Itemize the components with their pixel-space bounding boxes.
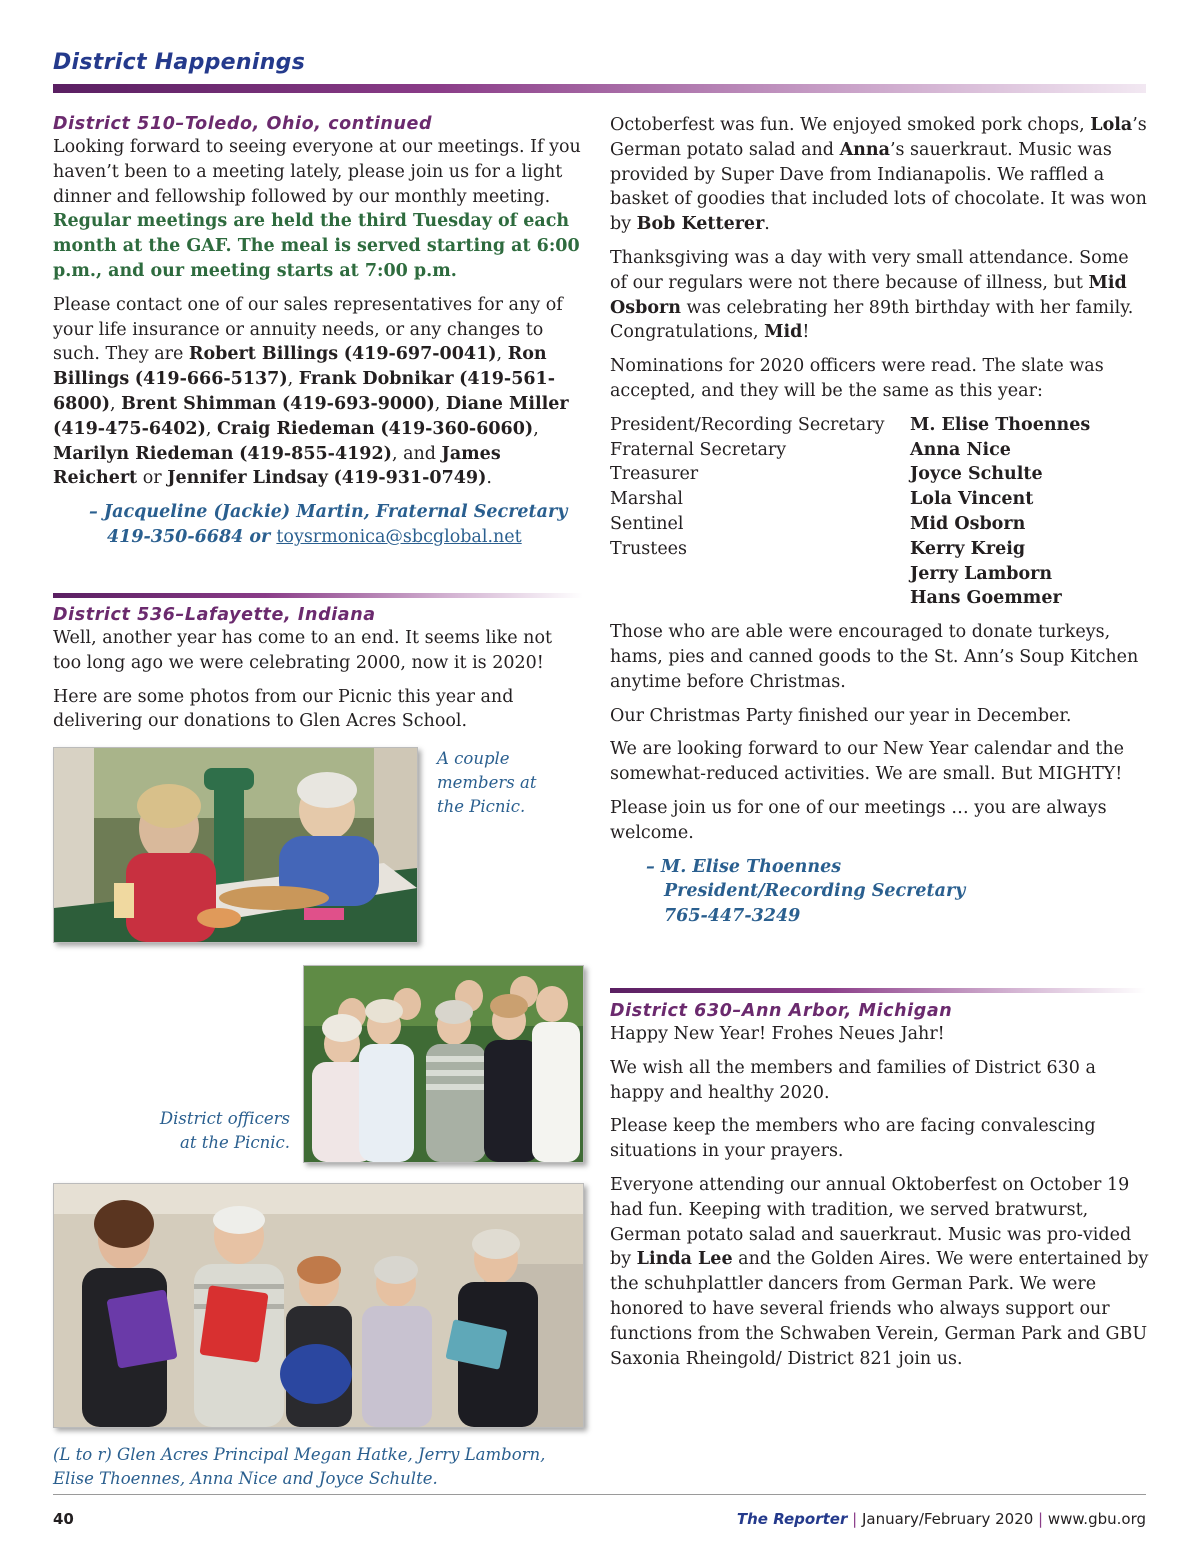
website: www.gbu.org — [1047, 1510, 1146, 1528]
officer-role: Treasurer — [610, 464, 699, 485]
district-536-heading: District 536–Lafayette, Indiana — [53, 605, 376, 625]
christmas-paragraph: Our Christmas Party finished our year in December. — [610, 705, 1072, 726]
district-officers-photo — [303, 965, 584, 1163]
page-number: 40 — [53, 1510, 74, 1528]
glen-acres-photo — [53, 1183, 584, 1428]
officer-name: Joyce Schulte — [910, 464, 1043, 485]
officer-role: Sentinel — [610, 513, 684, 534]
footer-divider — [53, 1494, 1146, 1495]
district-510-paragraph-2: Please contact one of our sales representatives for any of your life insurance or annuity needs, or any changes to such. They are Robert Billings (419-697-0041), Ron Billings (419-666-5137), Frank Dobnikar (419-561-6800), Brent Shimman (419-693-9000), Diane Miller (419-475-6402), Craig Riedeman (419-360-6060), Marilyn Riedeman (419-855-4192), and James Reichert or Jennifer Lindsay (419-931-0749). — [53, 294, 569, 489]
oktoberfest-paragraph: Octoberfest was fun. We enjoyed smoked pork chops, Lola’s German potato salad and Anna’s sauerkraut. Music was provided by Super Dave from Indianapolis. We raffled a basket of goodies that included lots of chocolate. It was won by Bob Ketterer. — [610, 115, 1147, 235]
officer-row — [610, 512, 1090, 537]
officer-name: Jerry Lamborn — [910, 563, 1053, 584]
officers-table — [610, 413, 1090, 611]
nominations-paragraph: Nominations for 2020 officers were read. The slate was accepted, and they will be the same as this year: — [610, 356, 1104, 401]
district-536-paragraph-1: Well, another year has come to an end. It seems like not too long ago we were celebrating 2000, now it is 2020! — [53, 628, 553, 673]
district-510-paragraph-1: Looking forward to seeing everyone at our meetings. If you haven’t been to a meeting lately, please join us for a light dinner and fellowship followed by our monthly meeting. Regular meetings are held the third Tuesday of each month at the GAF. The meal is served starting at 6:00 p.m., and our meeting starts at 7:00 p.m. — [53, 137, 581, 281]
district-630-section — [610, 1000, 1150, 1380]
officer-row — [610, 438, 1090, 463]
district-officers-caption: District officers at the Picnic. — [159, 1109, 290, 1152]
officer-role: Fraternal Secretary — [610, 439, 787, 460]
district-510-heading: District 510–Toledo, Ohio, continued — [53, 114, 433, 134]
officer-name: Kerry Kreig — [910, 538, 1026, 559]
district-630-divider — [610, 988, 1146, 993]
officer-role — [610, 562, 910, 587]
officer-role — [610, 586, 910, 611]
district-630-paragraph-4: Everyone attending our annual Oktoberfest on October 19 had fun. Keeping with tradition, we served bratwurst, German potato salad and sauerkraut. Music was pro-vided by Linda Lee and the Golden Aires. We were entertained by the schuhplattler dancers from German Park. We were honored to have several friends who always support our functions from the Schwaben Verein, German Park and GBU Saxonia Rheingold/ District 821 join us. — [610, 1174, 1149, 1369]
officer-name: Hans Goemmer — [910, 588, 1062, 609]
officer-row — [610, 537, 1090, 562]
officer-role: President/Recording Secretary — [610, 414, 885, 435]
officer-name: Anna Nice — [910, 439, 1011, 460]
donations-paragraph: Those who are able were encouraged to donate turkeys, hams, pies and canned goods to the St. Ann’s Soup Kitchen anytime before Christmas. — [610, 622, 1139, 692]
glen-acres-image — [54, 1184, 583, 1427]
officer-name: Lola Vincent — [910, 489, 1034, 510]
district-536-paragraph-2: Here are some photos from our Picnic this year and delivering our donations to Glen Acres School. — [53, 686, 514, 732]
meeting-schedule: Regular meetings are held the third Tuesday of each month at the GAF. The meal is served starting at 6:00 p.m., and our meeting starts at 7:00 p.m. — [53, 211, 580, 281]
officer-name: M. Elise Thoennes — [910, 414, 1091, 435]
officer-name: Mid Osborn — [910, 513, 1026, 534]
page-title: District Happenings — [53, 50, 306, 75]
join-paragraph: Please join us for one of our meetings … you are always welcome. — [610, 797, 1107, 843]
officer-row — [610, 462, 1090, 487]
district-510-signature: – Jacqueline (Jackie) Martin, Fraternal Secretary 419-350-6684 or toysrmonica@sbcglobal.net — [89, 502, 568, 547]
footer-publication: The Reporter | January/February 2020 | www.gbu.org — [736, 1510, 1146, 1528]
new-year-paragraph: We are looking forward to our New Year calendar and the somewhat-reduced activities. We are small. But MIGHTY! — [610, 739, 1125, 785]
thanksgiving-paragraph: Thanksgiving was a day with very small attendance. Some of our regulars were not there because of illness, but Mid Osborn was celebrating her 89th birthday with her family. Congratulations, Mid! — [610, 247, 1134, 343]
issue-date: January/February 2020 — [861, 1510, 1034, 1528]
district-510-section — [53, 113, 583, 550]
officer-row — [610, 562, 1090, 587]
district-630-heading: District 630–Ann Arbor, Michigan — [610, 1001, 953, 1021]
district-536-section — [53, 604, 583, 743]
picnic-couple-photo — [53, 747, 418, 943]
officer-row — [610, 413, 1090, 438]
header-divider — [53, 84, 1146, 93]
picnic-couple-caption: A couple members at the Picnic. — [437, 749, 537, 816]
glen-acres-caption: (L to r) Glen Acres Principal Megan Hatke, Jerry Lamborn, Elise Thoennes, Anna Nice and Joyce Schulte. — [53, 1445, 546, 1488]
district-630-paragraph-3: Please keep the members who are facing convalescing situations in your prayers. — [610, 1116, 1096, 1162]
district-officers-image — [304, 966, 583, 1162]
email-link[interactable]: toysrmonica@sbcglobal.net — [276, 526, 522, 547]
district-536-continued — [610, 113, 1150, 929]
district-536-divider — [53, 593, 583, 598]
district-630-paragraph-1: Happy New Year! Frohes Neues Jahr! — [610, 1024, 945, 1044]
officer-role: Trustees — [610, 538, 688, 559]
picnic-couple-image — [54, 748, 417, 942]
officer-row — [610, 586, 1090, 611]
officer-row — [610, 487, 1090, 512]
district-536-signature: – M. Elise Thoennes President/Recording Secretary 765-447-3249 — [646, 856, 966, 927]
district-630-paragraph-2: We wish all the members and families of District 630 a happy and healthy 2020. — [610, 1057, 1096, 1103]
publication-name: The Reporter — [736, 1510, 848, 1528]
officer-role: Marshal — [610, 489, 683, 510]
